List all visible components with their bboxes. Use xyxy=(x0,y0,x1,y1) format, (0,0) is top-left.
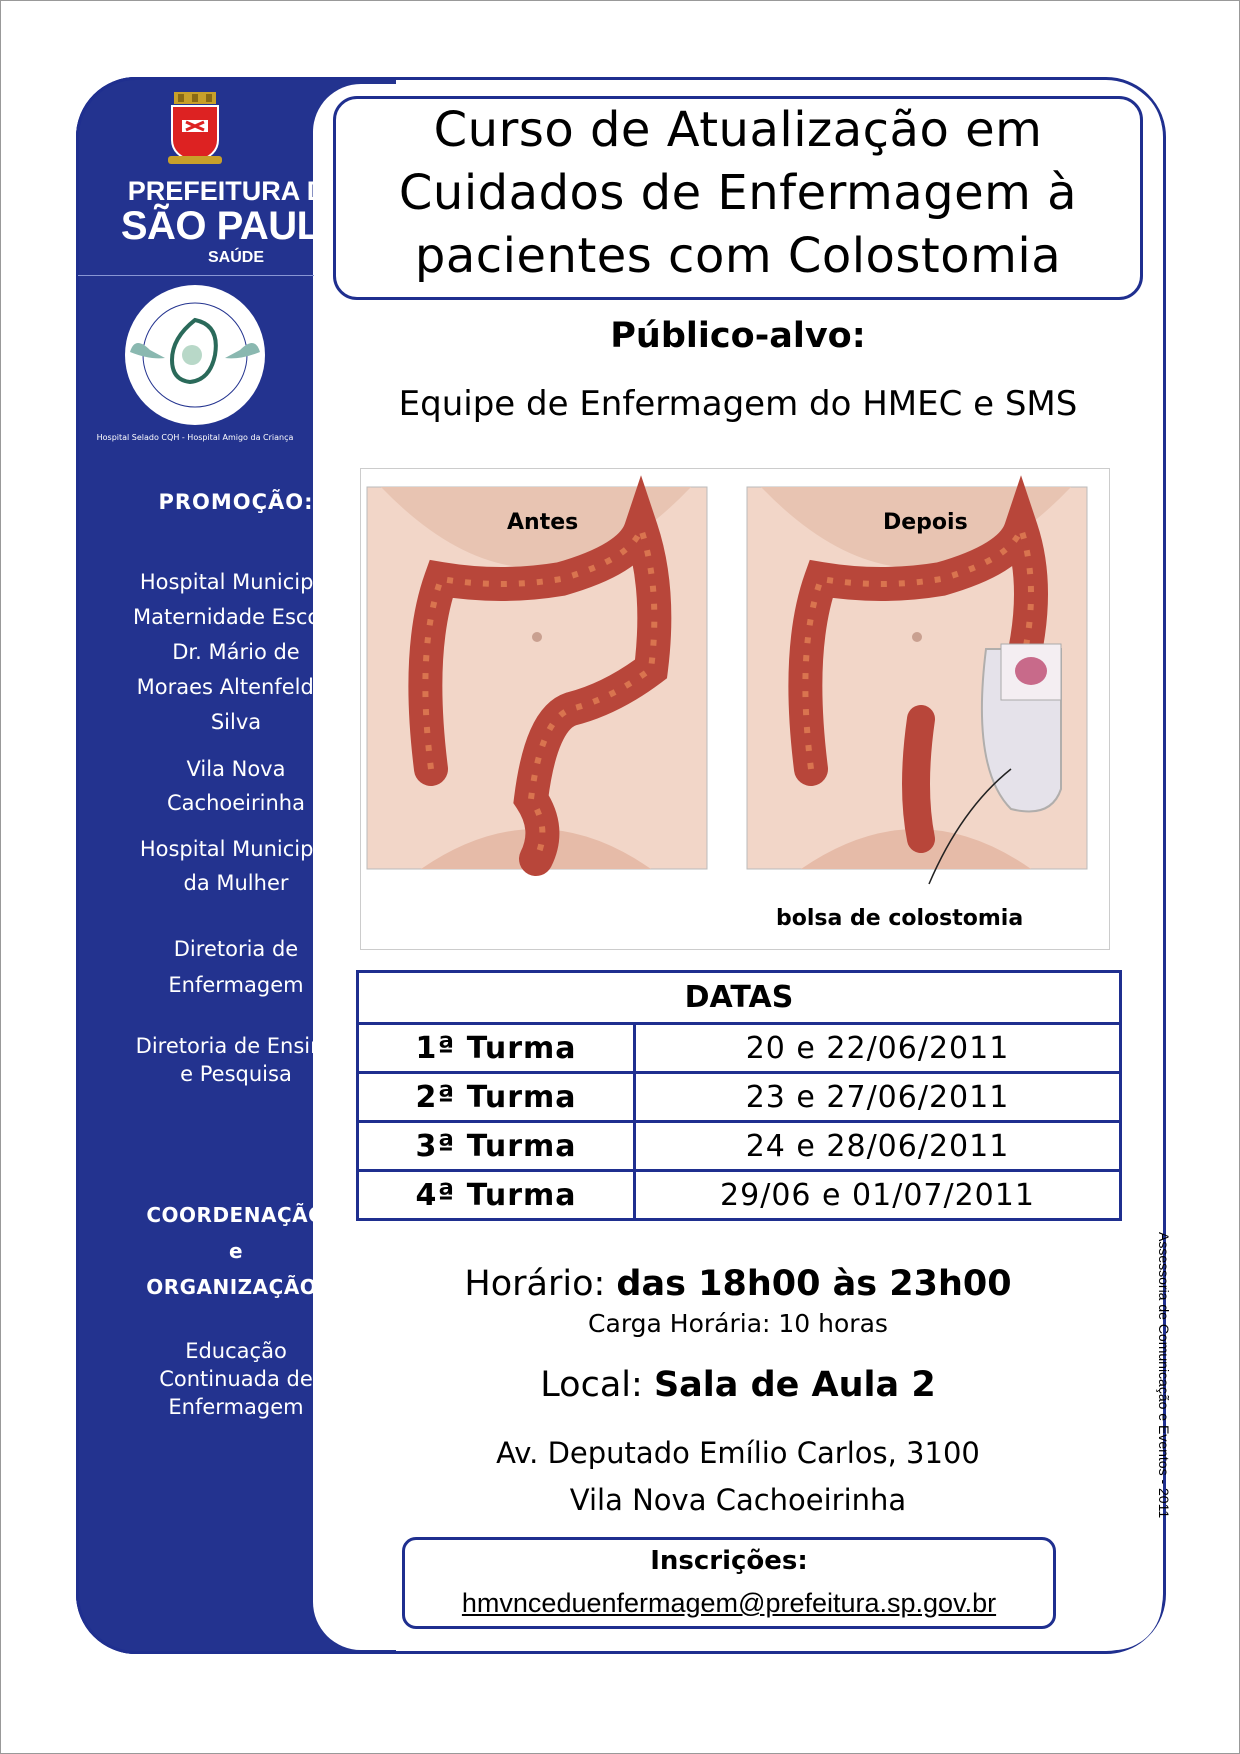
course-title-box xyxy=(333,96,1143,300)
table-row xyxy=(358,1122,1121,1171)
coord-heading-line: e xyxy=(228,1239,244,1263)
brand-line-3: SAÚDE xyxy=(207,249,264,266)
sao-paulo-coat-of-arms-icon xyxy=(164,92,226,166)
promocao-line: e Pesquisa xyxy=(180,1062,292,1086)
promocao-line: Dr. Mário de xyxy=(172,640,300,664)
turma-cell: 3ª Turma xyxy=(358,1122,635,1171)
promocao-line: Vila Nova xyxy=(186,757,286,781)
promocao-item-hospital-maternidade xyxy=(76,565,396,740)
local-label: Local: xyxy=(540,1365,643,1405)
turma-cell: 4ª Turma xyxy=(358,1171,635,1220)
date-cell: 29/06 e 01/07/2011 xyxy=(635,1171,1121,1220)
coord-heading-line: COORDENAÇÃO xyxy=(146,1203,326,1227)
date-cell: 24 e 28/06/2011 xyxy=(635,1122,1121,1171)
course-title-line-2: Cuidados de Enfermagem à xyxy=(398,165,1078,221)
coord-item-line: Educação xyxy=(185,1339,287,1363)
inscricoes-heading: Inscrições: xyxy=(650,1546,808,1576)
coord-heading-line: ORGANIZAÇÃO: xyxy=(146,1275,326,1299)
course-title-line-3: pacientes com Colostomia xyxy=(414,228,1062,284)
brand-line-2: SÃO PAULO xyxy=(120,204,352,248)
vertical-credit: Assessoria de Comunicação e Eventos - 2011 xyxy=(1156,1232,1172,1519)
svg-text:Hospital Selado CQH - Hospital: Hospital Selado CQH - Hospital Amigo da Criança xyxy=(96,433,294,442)
table-row xyxy=(358,1073,1121,1122)
dates-heading: DATAS xyxy=(358,972,1121,1024)
brand-line-1: PREFEITURA DE xyxy=(127,176,345,206)
promocao-line: Diretoria de Ensino xyxy=(135,1034,337,1058)
promocao-heading: PROMOÇÃO: xyxy=(158,490,314,514)
address-line-1: Av. Deputado Emílio Carlos, 3100 xyxy=(496,1436,980,1470)
label-before: Antes xyxy=(507,510,579,535)
promocao-item-hospital-mulher xyxy=(76,832,396,900)
promocao-line: Diretoria de xyxy=(173,937,299,961)
local-line xyxy=(333,1365,1143,1405)
carga-horaria: Carga Horária: 10 horas xyxy=(588,1309,888,1338)
table-row xyxy=(358,1024,1121,1073)
promocao-line: da Mulher xyxy=(183,871,289,895)
course-title-line-1: Curso de Atualização em xyxy=(433,102,1043,158)
promocao-line: Maternidade Escola xyxy=(133,605,339,629)
local-value: Sala de Aula 2 xyxy=(653,1365,936,1405)
inscricoes-email-link[interactable]: hmvnceduenfermagem@prefeitura.sp.gov.br xyxy=(461,1588,997,1618)
colostomy-illustration xyxy=(360,468,1110,950)
promocao-line: Cachoeirinha xyxy=(167,791,305,815)
promocao-line: Hospital Municipal xyxy=(139,837,333,861)
promocao-item-vila-nova xyxy=(76,752,396,820)
date-cell: 23 e 27/06/2011 xyxy=(635,1073,1121,1122)
label-bag: bolsa de colostomia xyxy=(776,906,1024,931)
hospital-seal-icon xyxy=(96,280,294,450)
horario-value: das 18h00 às 23h00 xyxy=(616,1264,1012,1304)
divider xyxy=(78,275,314,276)
date-cell: 20 e 22/06/2011 xyxy=(635,1024,1121,1073)
promocao-item-diretoria-enfermagem xyxy=(76,931,396,1003)
audience-text: Equipe de Enfermagem do HMEC e SMS xyxy=(398,384,1078,424)
table-row xyxy=(358,1171,1121,1220)
turma-cell: 1ª Turma xyxy=(358,1024,635,1073)
colon-diagram xyxy=(361,469,1109,949)
promocao-line: Silva xyxy=(210,710,262,734)
coord-item-line: Enfermagem xyxy=(168,1395,304,1419)
horario-label: Horário: xyxy=(464,1264,606,1304)
audience-heading: Público-alvo: xyxy=(610,316,866,356)
label-after: Depois xyxy=(883,510,968,535)
address-line-2: Vila Nova Cachoeirinha xyxy=(569,1483,907,1517)
inscricoes-box xyxy=(402,1537,1056,1629)
turma-cell: 2ª Turma xyxy=(358,1073,635,1122)
promocao-line: Enfermagem xyxy=(168,973,304,997)
promocao-item-diretoria-ensino xyxy=(76,1032,396,1088)
promocao-line: Moraes Altenfelder xyxy=(136,675,336,699)
coord-item-line: Continuada de xyxy=(159,1367,313,1391)
vertical-credit-anchor xyxy=(1156,1232,1173,1519)
dates-table xyxy=(356,970,1122,1221)
horario-line xyxy=(333,1264,1143,1304)
promocao-line: Hospital Municipal xyxy=(139,570,333,594)
